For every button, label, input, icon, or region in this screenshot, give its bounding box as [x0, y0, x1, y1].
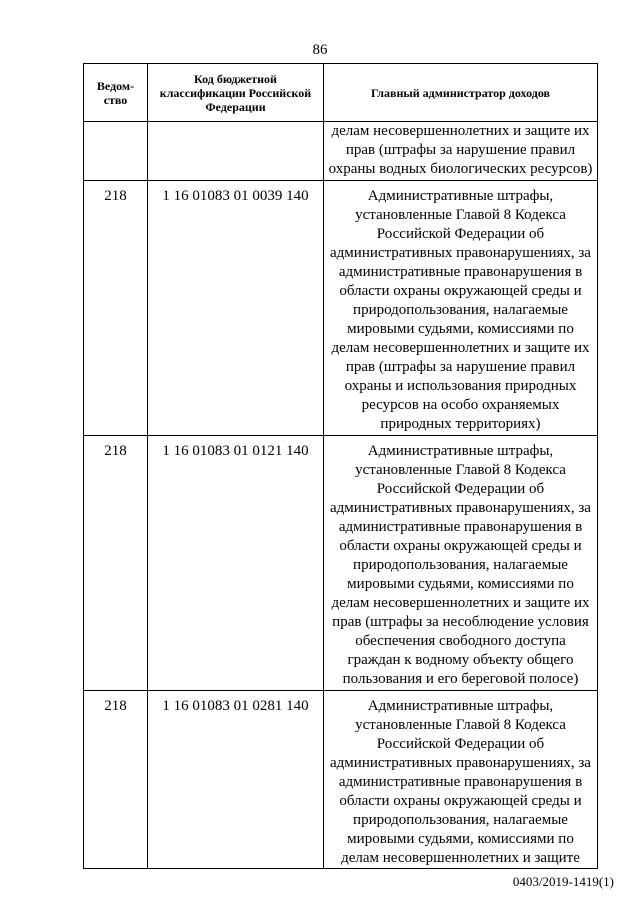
budget-classification-table	[83, 63, 598, 869]
agency-cell: 218	[84, 436, 148, 691]
table-row	[84, 181, 598, 436]
page-number: 86	[312, 42, 328, 58]
code-cell: 1 16 01083 01 0121 140	[148, 436, 324, 691]
agency-cell	[84, 122, 148, 181]
description-cell: Административные штрафы, установленные Главой 8 Кодекса Российской Федерации об административных правонарушениях, за административные правонарушения в области охраны окружающей среды и природопользования, налагаемые мировыми судьями, комиссиями по делам несовершеннолетних и защите их прав (штрафы за нарушение правил охраны и использования природных ресурсов на особо охраняемых природных территориях)	[324, 181, 598, 436]
header-administrator: Главный администратор доходов	[324, 64, 598, 122]
code-cell: 1 16 01083 01 0039 140	[148, 181, 324, 436]
table-row	[84, 691, 598, 869]
table-row	[84, 436, 598, 691]
header-agency: Ведом-ство	[84, 64, 148, 122]
description-cell: делам несовершеннолетних и защите их прав (штрафы за нарушение правил охраны водных биологических ресурсов)	[324, 122, 598, 181]
document-registration-code: 0403/2019-1419(1)	[512, 874, 614, 889]
description-cell: Административные штрафы, установленные Главой 8 Кодекса Российской Федерации об административных правонарушениях, за административные правонарушения в области охраны окружающей среды и природопользования, налагаемые мировыми судьями, комиссиями по делам несовершеннолетних и защите их прав (штрафы за несоблюдение условия обеспечения свободного доступа граждан к водному объекту общего пользования и его береговой полосе)	[324, 436, 598, 691]
table-header-row	[84, 64, 598, 122]
code-cell: 1 16 01083 01 0281 140	[148, 691, 324, 869]
header-code: Код бюджетной классификации Российской Федерации	[148, 64, 324, 122]
description-cell: Административные штрафы, установленные Главой 8 Кодекса Российской Федерации об административных правонарушениях, за административные правонарушения в области охраны окружающей среды и природопользования, налагаемые мировыми судьями, комиссиями по делам несовершеннолетних и защите	[324, 691, 598, 869]
table-row	[84, 122, 598, 181]
agency-cell: 218	[84, 181, 148, 436]
code-cell	[148, 122, 324, 181]
agency-cell: 218	[84, 691, 148, 869]
